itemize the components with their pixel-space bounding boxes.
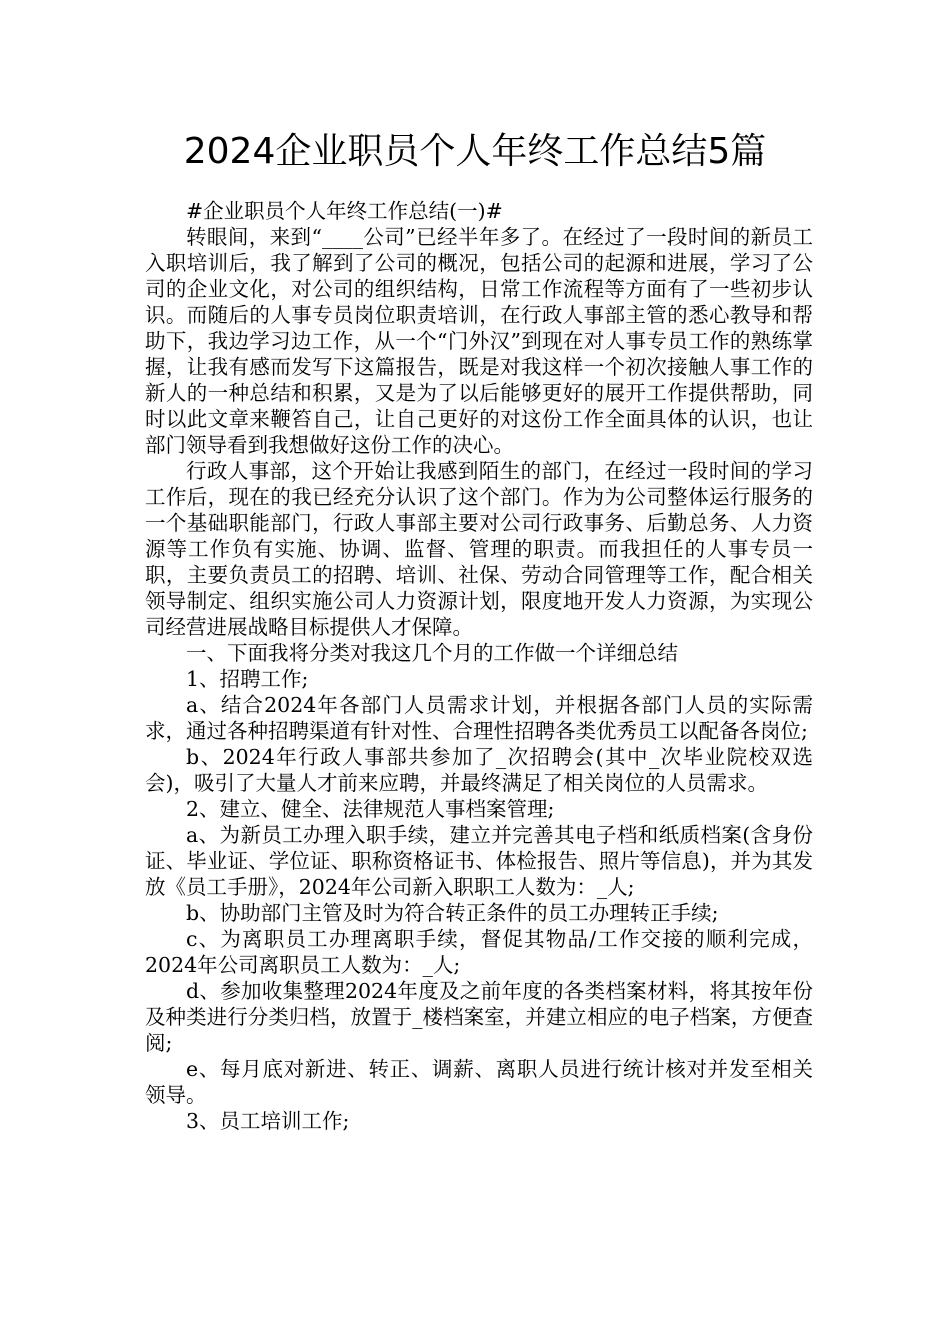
paragraph: 行政人事部，这个开始让我感到陌生的部门，在经过一段时间的学习工作后，现在的我已经充分认识了这个部门。作为为公司整体运行服务的一个基础职能部门，行政人事部主要对公司行政事务、后勤总务、人力资源等工作负有实施、协调、监督、管理的职责。而我担任的人事专员一职，主要负责员工的招聘、培训、社保、劳动合同管理等工作，配合相关领导制定、组织实施公司人力资源计划，限度地开发人力资源，为实现公司经营进展战略目标提供人才保障。 [145, 459, 813, 639]
list-item: a、结合2024年各部门人员需求计划，并根据各部门人员的实际需求，通过各种招聘渠道有针对性、合理性招聘各类优秀员工以配备各岗位; [145, 693, 813, 743]
paragraph: 转眼间，来到“____公司”已经半年多了。在经过了一段时间的新员工入职培训后，我了解到了公司的概况，包括公司的起源和进展，学习了公司的企业文化，对公司的组织结构，日常工作流程等方面有了一些初步认识。而随后的人事专员岗位职责培训，在行政人事部主管的悉心教导和帮助下，我边学习边工作，从一个“门外汉”到现在对人事专员工作的熟练掌握，让我有感而发写下这篇报告，既是对我这样一个初次接触人事工作的新人的一种总结和积累，又是为了以后能够更好的展开工作提供帮助，同时以此文章来鞭笞自己，让自己更好的对这份工作全面具体的认识，也让部门领导看到我想做好这份工作的决心。 [145, 225, 813, 457]
list-heading: 1、招聘工作; [186, 667, 309, 691]
list-item: a、为新员工办理入职手续，建立并完善其电子档和纸质档案(含身份证、毕业证、学位证、职称资格证书、体检报告、照片等信息)，并为其发放《员工手册》，2024年公司新入职职工人数为：_人; [145, 823, 813, 899]
list-item: e、每月底对新进、转正、调薪、离职人员进行统计核对并发至相关领导。 [145, 1057, 813, 1107]
document-body [145, 198, 813, 1134]
page-title: 2024企业职员个人年终工作总结5篇 [183, 131, 767, 172]
section-heading: #企业职员个人年终工作总结(一)# [186, 199, 503, 223]
list-item: b、2024年行政人事部共参加了_次招聘会(其中_次毕业院校双选会)，吸引了大量人才前来应聘，并最终满足了相关岗位的人员需求。 [145, 745, 813, 795]
list-item: c、为离职员工办理离职手续，督促其物品/工作交接的顺利完成，2024年公司离职员工人数为：_人; [145, 927, 813, 977]
list-heading: 3、员工培训工作; [186, 1109, 350, 1133]
section-heading: 一、下面我将分类对我这几个月的工作做一个详细总结 [186, 641, 678, 665]
list-heading: 2、建立、健全、法律规范人事档案管理; [186, 797, 555, 821]
list-item: b、协助部门主管及时为符合转正条件的员工办理转正手续; [186, 901, 719, 925]
list-item: d、参加收集整理2024年度及之前年度的各类档案材料，将其按年份及种类进行分类归档，放置于_楼档案室，并建立相应的电子档案，方便查阅; [145, 979, 813, 1055]
